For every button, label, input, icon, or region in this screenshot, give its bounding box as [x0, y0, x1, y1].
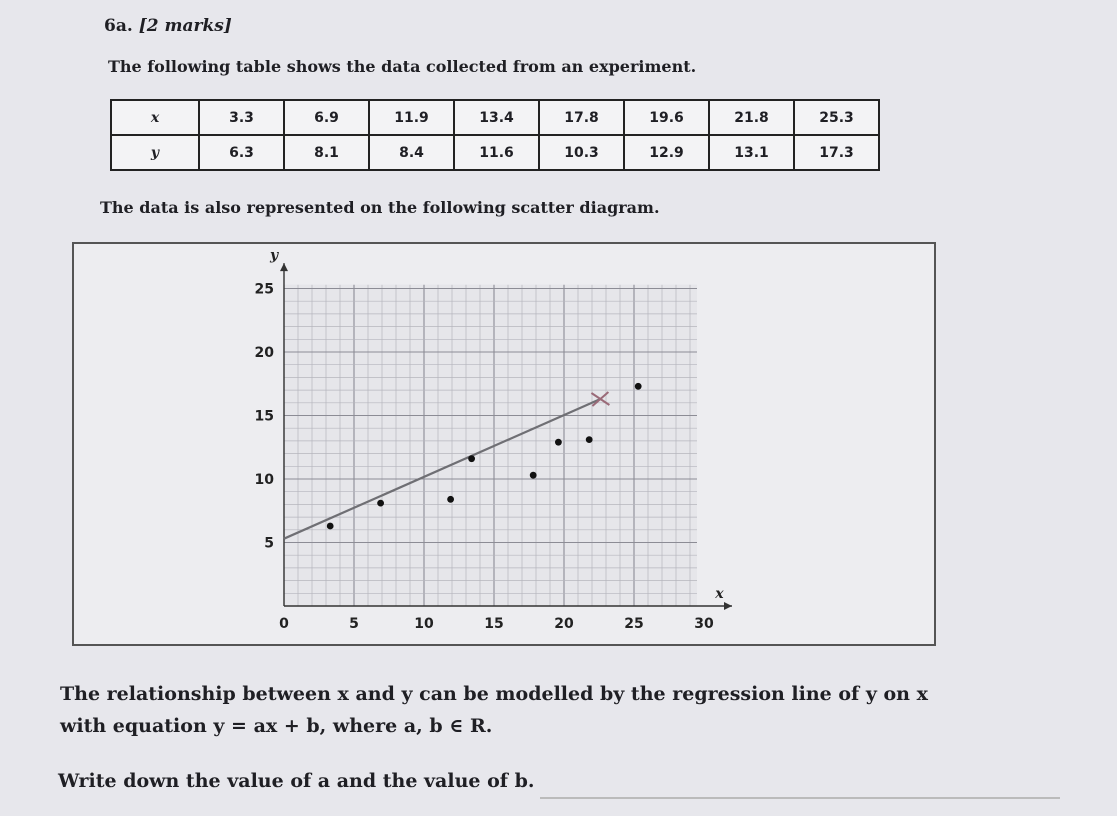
- table-header-y: y: [111, 135, 199, 170]
- table-cell: 3.3: [199, 100, 284, 135]
- x-tick-label: 0: [279, 616, 289, 632]
- table-header-x: x: [111, 100, 199, 135]
- y-axis-arrow: [280, 263, 288, 271]
- table-cell: 12.9: [624, 135, 709, 170]
- table-cell: 17.3: [794, 135, 879, 170]
- data-point: [377, 500, 384, 507]
- y-tick-label: 5: [264, 535, 274, 552]
- question-label: 6a.: [104, 16, 133, 36]
- table-cell: 10.3: [539, 135, 624, 170]
- y-tick-label: 10: [254, 472, 274, 488]
- table-cell: 11.9: [369, 100, 454, 135]
- table-row-x: [111, 100, 879, 135]
- y-tick-label: 20: [254, 345, 274, 361]
- table-cell: 11.6: [454, 135, 539, 170]
- y-axis-label: y: [270, 247, 279, 264]
- data-point: [468, 455, 475, 462]
- data-point: [635, 383, 642, 390]
- table-intro-text: The following table shows the data collected from an experiment.: [108, 57, 697, 76]
- question-number: [104, 16, 232, 36]
- x-tick-label: 25: [624, 616, 644, 632]
- x-axis-arrow: [724, 602, 732, 610]
- scatter-chart: [74, 244, 934, 644]
- relationship-text-1: The relationship between x and y can be modelled by the regression line of y on x: [60, 683, 928, 705]
- x-tick-label: 20: [554, 616, 574, 632]
- data-point: [586, 436, 593, 443]
- y-tick-label: 25: [254, 281, 274, 298]
- data-point: [327, 523, 334, 530]
- table-cell: 8.4: [369, 135, 454, 170]
- scatter-caption: The data is also represented on the following scatter diagram.: [100, 198, 660, 217]
- table-cell: 19.6: [624, 100, 709, 135]
- x-axis-label: x: [715, 586, 724, 602]
- data-point: [447, 496, 454, 503]
- table-cell: 6.9: [284, 100, 369, 135]
- data-point: [530, 472, 537, 479]
- table-cell: 13.4: [454, 100, 539, 135]
- table-cell: 13.1: [709, 135, 794, 170]
- x-tick-label: 30: [694, 616, 714, 632]
- relationship-text-2: with equation y = ax + b, where a, b ∈ R.: [60, 715, 493, 737]
- table-cell: 8.1: [284, 135, 369, 170]
- data-table: [110, 99, 880, 171]
- y-tick-label: 15: [254, 408, 274, 425]
- table-row-y: [111, 135, 879, 170]
- table-cell: 6.3: [199, 135, 284, 170]
- grid-background: [284, 285, 697, 606]
- x-tick-label: 10: [414, 616, 434, 632]
- table-cell: 25.3: [794, 100, 879, 135]
- task-text: Write down the value of a and the value of b.: [58, 770, 535, 792]
- answer-line: [540, 797, 1060, 799]
- x-tick-label: 5: [349, 616, 359, 632]
- table-cell: 21.8: [709, 100, 794, 135]
- table-cell: 17.8: [539, 100, 624, 135]
- x-tick-label: 15: [484, 616, 504, 632]
- data-point: [555, 439, 562, 446]
- chart-frame: [72, 242, 936, 646]
- question-marks: [2 marks]: [138, 16, 232, 36]
